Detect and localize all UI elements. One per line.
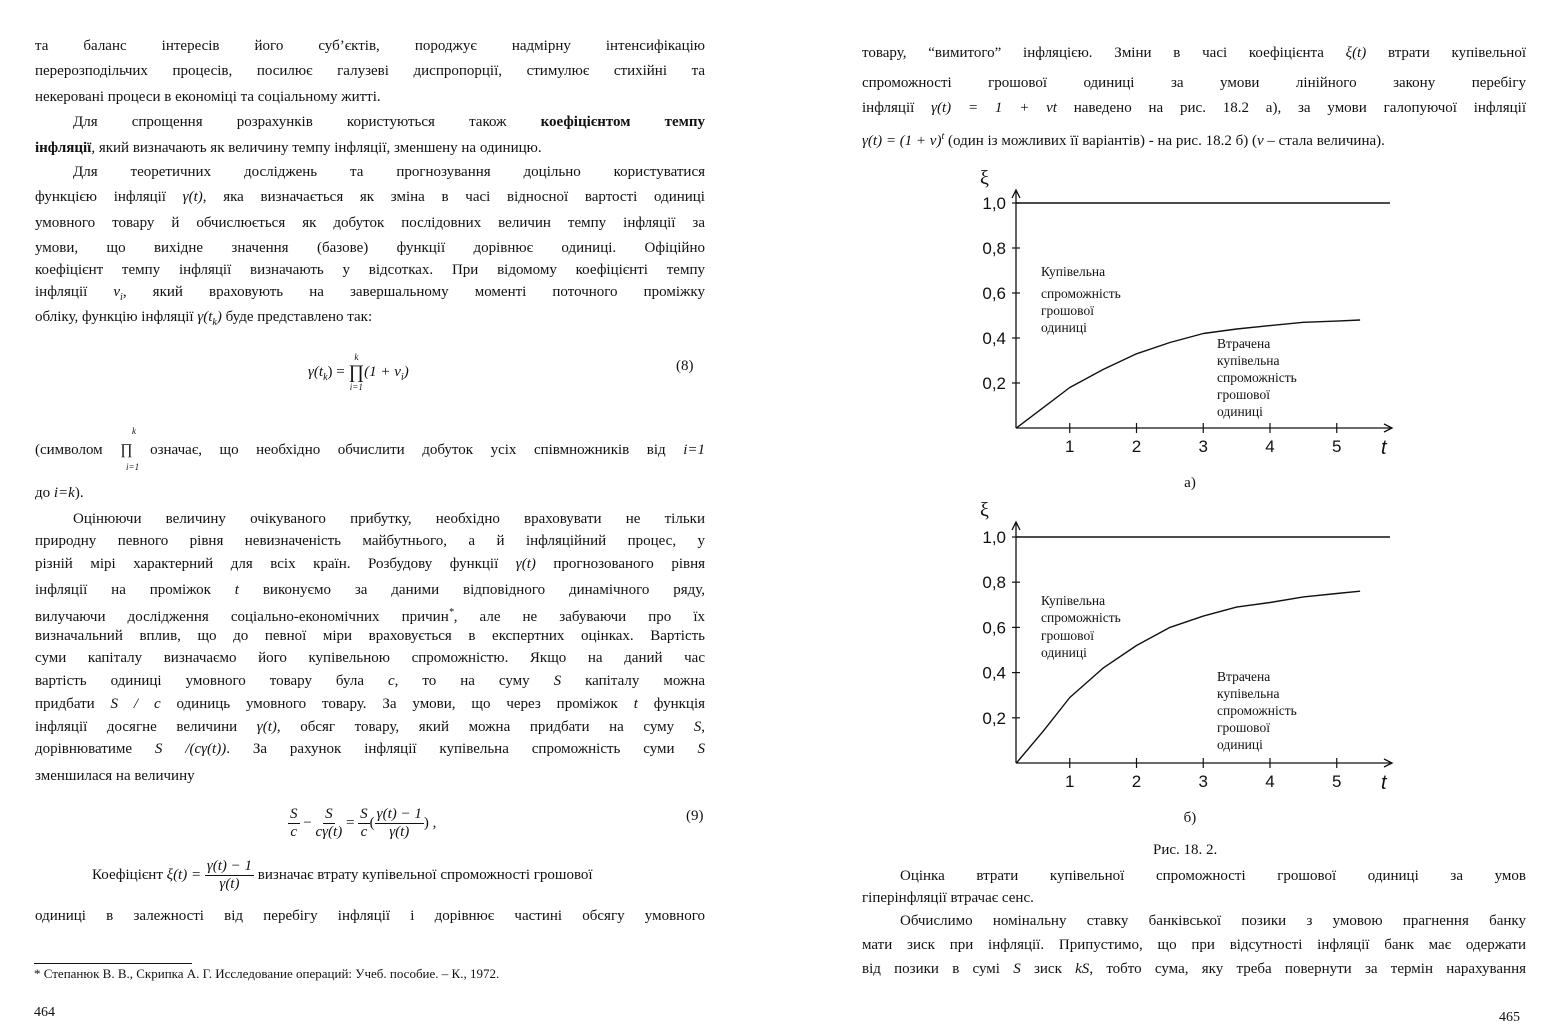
- text-segment: визначальний вплив, що до певної міри враховується в експертних оцінках. Вартість: [35, 628, 705, 644]
- text-segment: означає, що необхідно обчислити добуток усіх співмножників від: [132, 442, 684, 458]
- text-segment: спроможності грошової одиниці за умови лінійного закону перебігу: [862, 75, 1526, 91]
- coef-text: визначає втрату купівельної спроможності грошової: [254, 866, 593, 883]
- text-segment: втрати купівельної: [1366, 45, 1526, 61]
- x-tick-label: 2: [1131, 437, 1142, 456]
- math-symbol: S / c: [110, 696, 161, 712]
- y-tick-label: 0,4: [982, 663, 1006, 683]
- annotation-purchasing-power: спроможність: [1041, 610, 1121, 625]
- annotation-purchasing-power: Купівельна: [1041, 593, 1106, 608]
- text-segment: Оцінка втрати купівельної спроможності грошової одиниці за умов: [900, 868, 1526, 884]
- chart-panel-a: [980, 167, 1392, 491]
- text-segment: до: [35, 485, 54, 501]
- text-segment: функція: [637, 696, 706, 712]
- text-segment: наведено на рис. 18.2 а), за умови галопуючої інфляції: [1056, 100, 1526, 116]
- annotation-purchasing-power: грошової: [1041, 303, 1094, 318]
- coef-xi: ξ(t) =: [166, 866, 202, 883]
- text-segment: Оцінюючи величину очікуваного прибутку, необхідно враховувати не тільки: [73, 511, 705, 527]
- math-symbol: γ(t): [256, 719, 277, 735]
- text-segment: Для спрощення розрахунків користуються також: [73, 114, 541, 130]
- text-segment: від позики в сумі: [862, 961, 1014, 977]
- frac-num: S: [290, 806, 298, 822]
- page-number-right: 465: [1499, 1010, 1520, 1025]
- x-tick-label: 1: [1065, 437, 1075, 456]
- panel-label: а): [1184, 475, 1196, 491]
- y-tick-label: 1,0: [982, 194, 1006, 213]
- text-segment: вилучаючи дослідження соціально-економічних причин: [35, 609, 449, 625]
- text-segment: буде представлено так:: [221, 309, 373, 325]
- text-segment: дорівнюватиме: [35, 741, 155, 757]
- math-symbol: S /(cγ(t)): [154, 741, 227, 757]
- math-symbol: c: [387, 673, 395, 689]
- annotation-lost-purchasing-power: одиниці: [1217, 404, 1263, 419]
- formula-8-lhs-sub: k: [323, 371, 328, 383]
- text-segment: вартість одиниці умовного товару була: [35, 673, 388, 689]
- math-symbol: S: [697, 741, 705, 757]
- annotation-lost-purchasing-power: одиниці: [1217, 737, 1263, 752]
- math-symbol: t: [234, 582, 239, 598]
- text-segment: умовного товару й обчислюється як добуток послідовних величин темпу інфляції за: [35, 215, 705, 231]
- text-segment: (один із можливих її варіантів) - на рис. 18.2 б) (: [944, 133, 1257, 149]
- prod-symbol-lower: i=1: [126, 462, 140, 472]
- text-segment: придбати: [35, 696, 111, 712]
- annotation-purchasing-power: Купівельна: [1041, 264, 1106, 279]
- x-tick-label: 4: [1265, 772, 1275, 791]
- x-axis-label: t: [1381, 437, 1387, 459]
- frac-num: γ(t) − 1: [206, 858, 253, 874]
- x-tick-label: 5: [1332, 437, 1342, 456]
- frac-num: S: [360, 806, 368, 822]
- math-symbol: t: [941, 131, 945, 142]
- y-axis-label: ξ: [980, 167, 989, 189]
- text-segment: одиниці в залежності від перебігу інфляції і дорівнює частині обсягу умовного: [35, 908, 705, 924]
- paren-open: (: [369, 814, 375, 831]
- text-segment: ∏: [120, 442, 133, 458]
- text-segment: інфляції досягне величини: [35, 719, 257, 735]
- y-tick-label: 0,6: [982, 284, 1006, 303]
- coef-label: Коефіцієнт: [92, 866, 167, 883]
- text-segment: Обчислимо номінальну ставку банківської позики з умовою прагнення банку: [900, 913, 1526, 929]
- formula-8-upper: k: [354, 352, 359, 362]
- text-segment: зиск: [1020, 961, 1076, 977]
- math-symbol: t: [633, 696, 638, 712]
- math-symbol: *: [448, 607, 454, 618]
- formula-8-rhs-sub: i: [400, 371, 404, 383]
- formula-8-lhs: γ(t: [308, 363, 324, 380]
- prod-symbol-upper: k: [132, 426, 136, 436]
- math-symbol: ξ(t): [1345, 45, 1367, 61]
- text-segment: – стала величина).: [1263, 133, 1385, 149]
- annotation-lost-purchasing-power: грошової: [1217, 387, 1270, 402]
- text-segment: різній мірі характерний для всіх країн. Розбудову функції: [35, 556, 516, 572]
- text-segment: перерозподільчих процесів, посилює галузеві диспропорції, стимулює стихійні та: [35, 63, 705, 79]
- x-tick-label: 5: [1332, 772, 1342, 791]
- figure-caption: Рис. 18. 2.: [1153, 842, 1218, 858]
- footnote: * Степанюк В. В., Скрипка А. Г. Исследование операций: Учеб. пособие. – К., 1972.: [34, 966, 500, 981]
- text-segment: коефіцієнт темпу інфляції визначають у відсотках. При відомому коефіцієнті темпу: [35, 262, 705, 278]
- annotation-lost-purchasing-power: купівельна: [1217, 686, 1280, 701]
- panel-label: б): [1183, 810, 1197, 826]
- math-symbol: i: [120, 292, 123, 303]
- text-segment: умови, що вихідне значення (базове) функції дорівнює одиниці. Офіційно: [35, 240, 705, 256]
- annotation-lost-purchasing-power: Втрачена: [1217, 336, 1271, 351]
- text-segment: Для теоретичних досліджень та прогнозування доцільно користуватися: [73, 164, 705, 180]
- equals-sign: =: [345, 814, 355, 831]
- math-symbol: γ(t: [197, 309, 213, 325]
- frac-num: S: [325, 806, 333, 822]
- math-symbol: S: [1013, 961, 1021, 977]
- text-segment: природну певного рівня невизначеність майбутнього, а й інфляційний процес, у: [35, 533, 705, 549]
- product-symbol: ∏: [348, 362, 365, 383]
- annotation-purchasing-power: одиниці: [1041, 320, 1087, 335]
- text-segment: прогнозованого рівня: [535, 556, 705, 572]
- math-symbol: i=1: [683, 442, 705, 458]
- text-segment: , яка визначається як зміна в часі відносної вартості одиниці: [202, 189, 705, 205]
- x-axis-label: t: [1381, 772, 1387, 794]
- math-symbol: ν: [113, 284, 121, 300]
- frac-den: γ(t): [389, 824, 410, 840]
- text-segment: некеровані процеси в економіці та соціальному житті.: [35, 89, 381, 105]
- text-segment: (символом: [35, 442, 121, 458]
- text-segment: ,: [701, 719, 706, 735]
- y-tick-label: 0,8: [982, 573, 1006, 593]
- annotation-purchasing-power: одиниці: [1041, 645, 1087, 660]
- paren-close: ) ,: [423, 814, 437, 831]
- x-tick-label: 2: [1131, 772, 1142, 791]
- text-segment: інфляції: [35, 284, 114, 300]
- y-tick-label: 0,2: [982, 374, 1006, 393]
- math-symbol: γ(t): [182, 189, 203, 205]
- math-symbol: i=k: [53, 485, 75, 501]
- series-line: [1016, 320, 1360, 428]
- text-segment: функцією інфляції: [35, 189, 183, 205]
- text-segment: , який враховують на завершальному моменті поточного проміжку: [122, 284, 705, 300]
- text-segment: , обсяг товару, який можна придбати на суму: [276, 719, 694, 735]
- y-tick-label: 0,6: [982, 618, 1006, 638]
- formula-8-eq: ) =: [327, 363, 345, 380]
- frac-den: γ(t): [219, 876, 240, 892]
- chart-panel-b: [980, 499, 1392, 826]
- annotation-lost-purchasing-power: Втрачена: [1217, 669, 1271, 684]
- x-tick-label: 3: [1198, 772, 1208, 791]
- math-symbol: γ(t): [515, 556, 536, 572]
- y-tick-label: 1,0: [982, 528, 1006, 547]
- text-segment: , то на суму: [394, 673, 554, 689]
- x-tick-label: 1: [1065, 772, 1075, 791]
- text-segment: . За рахунок інфляції купівельна спроможність суми: [226, 741, 698, 757]
- text-segment: інфляції: [862, 100, 932, 116]
- annotation-lost-purchasing-power: спроможність: [1217, 703, 1297, 718]
- text-segment: одиниць умовного товару. За умови, що через проміжок: [160, 696, 634, 712]
- text-segment: виконуємо за даними відповідного динамічного ряду,: [238, 582, 706, 598]
- text-segment: обліку, функцію інфляції: [35, 309, 198, 325]
- math-symbol: kS: [1075, 961, 1090, 977]
- text-segment: інфляції на проміжок: [35, 582, 235, 598]
- bold-term: коефіцієнтом темпу: [540, 114, 705, 130]
- annotation-purchasing-power: грошової: [1041, 628, 1094, 643]
- y-tick-label: 0,2: [982, 708, 1006, 728]
- math-symbol: ν: [1256, 133, 1264, 149]
- text-segment: ).: [74, 485, 84, 501]
- annotation-lost-purchasing-power: купівельна: [1217, 353, 1280, 368]
- text-segment: , але не забуваючи про їх: [453, 609, 705, 625]
- formula-8-number: (8): [676, 358, 694, 374]
- formula-8-rhs: (1 + ν: [364, 363, 401, 380]
- frac-den: cγ(t): [315, 824, 343, 840]
- text-segment: , тобто сума, яку треба повернути за термін нарахування: [1089, 961, 1526, 977]
- text-segment: та баланс інтересів його суб’єктів, породжує надмірну інтенсифікацію: [35, 38, 705, 54]
- text-segment: гіперінфляції втрачає сенс.: [862, 890, 1034, 906]
- math-symbol: k: [212, 317, 217, 328]
- y-tick-label: 0,4: [982, 329, 1006, 348]
- frac-den: c: [360, 824, 368, 840]
- text-segment: капіталу можна: [561, 673, 706, 689]
- math-symbol: γ(t) = 1 + νt: [931, 100, 1057, 116]
- math-symbol: S: [693, 719, 702, 735]
- minus-sign: −: [303, 814, 312, 831]
- frac-num: γ(t) − 1: [376, 806, 422, 822]
- math-symbol: S: [553, 673, 562, 689]
- annotation-lost-purchasing-power: грошової: [1217, 720, 1270, 735]
- math-symbol: γ(t) = (1 + ν): [862, 133, 942, 149]
- y-tick-label: 0,8: [982, 239, 1006, 258]
- annotation-lost-purchasing-power: спроможність: [1217, 370, 1297, 385]
- x-tick-label: 4: [1265, 437, 1275, 456]
- annotation-purchasing-power: спроможність: [1041, 286, 1121, 301]
- text-segment: зменшилася на величину: [35, 768, 195, 784]
- text-segment: , який визначають як величину темпу інфляції, зменшену на одиницю.: [91, 140, 542, 156]
- math-symbol: ): [216, 309, 222, 325]
- page-number-left: 464: [34, 1005, 55, 1020]
- text-segment: суми капіталу визначаємо його купівельною спроможністю. Якщо на даний час: [35, 650, 705, 666]
- x-tick-label: 3: [1198, 437, 1208, 456]
- bold-term: інфляції: [35, 140, 92, 156]
- y-axis-label: ξ: [980, 499, 989, 521]
- formula-8-rhs-close: ): [403, 363, 409, 380]
- formula-9-number: (9): [686, 808, 704, 824]
- frac-den: c: [290, 824, 298, 840]
- text-segment: мати зиск при інфляції. Припустимо, що при відсутності інфляції банк має одержати: [862, 937, 1526, 953]
- formula-8-lower: i=1: [349, 382, 363, 392]
- text-segment: товару, “вимитого” інфляцією. Зміни в часі коефіцієнта: [862, 45, 1346, 61]
